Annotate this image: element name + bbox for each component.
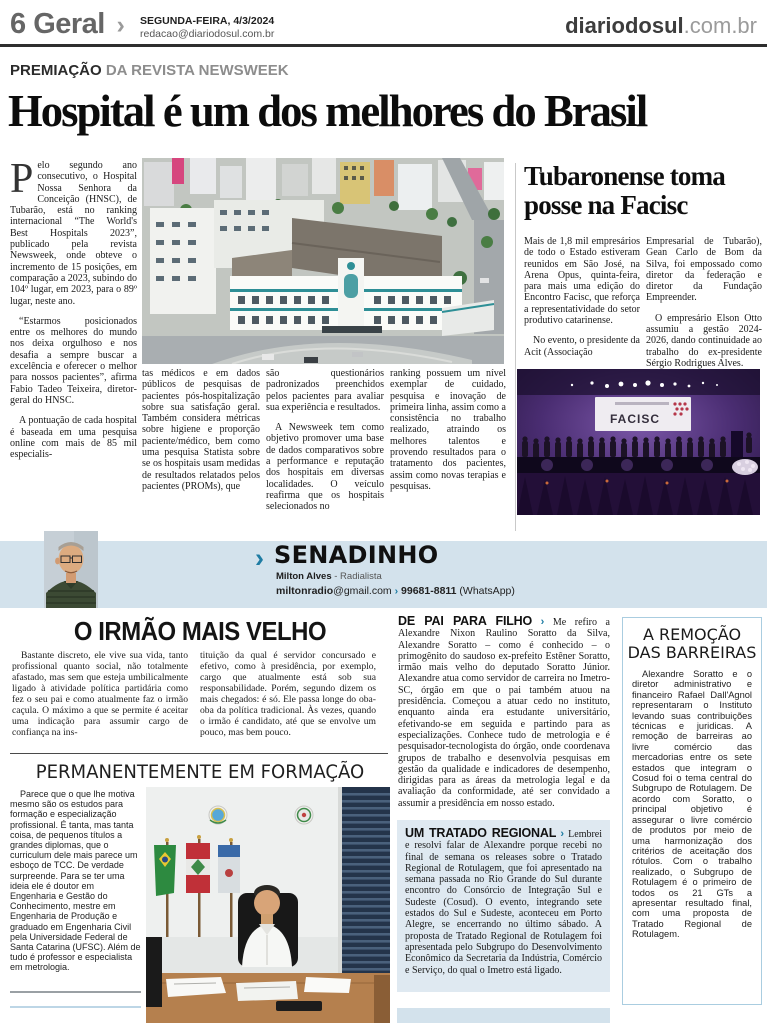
- main-col3-p1: são questionários padronizados preenchidos pelos pacientes para avaliar sua experiência e resultados.: [266, 368, 384, 413]
- facisc-screen-text: FACISC: [609, 412, 661, 426]
- main-article-col3: [266, 368, 384, 513]
- paifilho-chevron-icon: ›: [540, 616, 545, 628]
- header-chevron-icon: ›: [116, 11, 125, 39]
- main-col1-p2: “Estarmos posicionados entre os melhores do mundo nos deixa orgulhoso e nos desafia a sempre buscar a excelência e oferecer o melhor para nossos pacientes”, afirma Fabio Tadeo Teixeira, diretor-geral do HNSC.: [10, 315, 137, 406]
- redaction-email: redacao@diariodosul.com.br: [140, 28, 275, 40]
- masthead-site-suffix: .com.br: [683, 13, 757, 38]
- barreiras-title-line1: A REMOÇÃO: [642, 625, 742, 644]
- senadinho-chevron-icon: ›: [255, 543, 264, 573]
- formacao-section-title: PERMANENTEMENTE EM FORMAÇÃO: [35, 761, 365, 783]
- main-article-col2: [142, 368, 260, 492]
- paifilho-text: Me refiro a Alexandre Nixon Raulino Soratto da Silva, Alexandre Soratto – como é conhecido – o primogênito do saudoso ex-prefeito Estêner Soratto, irmão mais velho do deputado Soratto Júnior. Alexandre atua como servidor de carreira no Imetro-SC, órgão em que o pai também atuou na presidência. Começou a atuar cedo no instituto, enquanto ainda era estudante universitário, efetivando-se em seguida e partindo para as especializações. Conhece tudo de metrologia e é pesquisador-tecnologista do órgão, onde coordenava grupos de trabalho e desenvolvia pesquisas em gestão da qualidade e indicadores de desempenho, dirigidas para as áreas da metrologia legal e da avaliação da conformidade, até ser convidado a assumir a presidência em nosso estado.: [398, 617, 610, 809]
- main-col2-p1: tas médicos e em dados públicos de pesquisas de pacientes pós-hospitalização sobre sua satisfação geral. Também considera métricas sobre higiene e proporção paciente/médico, bem como uma pesquisa Statista sobre se os hospitais usam medidas de resultados relatados pelos pacientes (PROMs), que: [142, 368, 260, 492]
- header-meta: [140, 15, 274, 41]
- main-article-col1: [10, 156, 137, 461]
- tratado-box: [397, 820, 610, 992]
- kicker-rest: DA REVISTA NEWSWEEK: [101, 62, 289, 79]
- tratado-title: UM TRATADO REGIONAL: [405, 826, 557, 840]
- header-rule: [0, 44, 767, 47]
- page-number-section: [10, 8, 124, 41]
- wall-emblem-2: [295, 806, 313, 824]
- main-col4-p1: ranking possuem um nível exemplar de cuidado, pesquisa e inovação de primeira linha, assim como a consistência no trabalho realizado, atraindo os melhores talentos e provendo resultados para o tratamento dos pacientes, assim como novas terapias e pesquisas.: [390, 368, 506, 492]
- barreiras-text: Alexandre Soratto e o diretor administrativo e financeiro Rafael Dall'Agnol representaram o Instituto levando suas contribuições técnicas e juridicas. A remoção de barreiras ao livre comércio das mercadorias entre os sete estados que integram o Cosud foi o tema central do Subgrupo de Rotulagem. De acordo com Soratto, o principal objetivo é assegurar o livre comércio de produtos por meio de uma harmonização dos critérios de aceitação dos rótulos. Com o trabalho realizado, o Subgrupo de Rotulagem é o primeiro de todos os 21 GTs a apresentar resultado final, com uma proposta de Tratado Regional de Rotulagem.: [632, 669, 752, 940]
- side-col1-p2: No evento, o presidente da Acit (Associação: [524, 335, 640, 358]
- barreiras-box: [622, 617, 762, 1005]
- formacao-rule-gray: [10, 991, 141, 993]
- formacao-text-col: [10, 789, 141, 973]
- paifilho-title: DE PAI PARA FILHO: [398, 614, 533, 628]
- tratado-chevron-icon: ›: [560, 828, 564, 840]
- contact-phone: 99681-8811: [401, 585, 457, 597]
- main-col1-p3: A pontuação de cada hospital é baseada em uma pesquisa online com mais de 85 mil especialis-: [10, 415, 137, 461]
- irmao-col2-text: tituição da qual é servidor concursado e efetivo, como à presidência, por exemplo, cargo que atualmente está sob sua responsabilidade. Porém, segundo dizem os mais chegados: é só. Ele passa longe do oba-oba da política tradicional. Às vezes, quando o irmão é candidato, até que se envolve um pouco, mas bem pouco.: [200, 650, 376, 738]
- contact-phone-suffix: (WhatsApp): [456, 585, 515, 597]
- masthead-site: [565, 13, 757, 39]
- side-headline: Tubaronense toma posse na Facisc: [524, 161, 725, 220]
- senadinho-author: [276, 571, 382, 582]
- side-article-col2: [646, 236, 762, 369]
- drop-cap: P: [10, 156, 34, 202]
- senadinho-title: SENADINHO: [274, 541, 439, 569]
- side-col2-p1: Empresarial de Tubarão), Gean Carlo de Bom da Silva, foi empossado como diretor da federação e diretor da Fundação Empreender.: [646, 236, 762, 304]
- main-col1-p1: elo segundo ano consecutivo, o Hospital Nossa Senhora da Conceição (HNSC), de Tubarão, está no ranking internacional “The World's Best Hospitals 2023”, publicado pela revista Newsweek, onde obteve o incremento de 15 posições, em comparação a 2023, subindo do 104º lugar, em 2023, para o 89º lugar, neste ano.: [10, 160, 137, 307]
- milton-alves-photo: [44, 531, 98, 608]
- main-headline: Hospital é um dos melhores do Brasil: [8, 85, 647, 136]
- barreiras-title-line2: DAS BARREIRAS: [627, 642, 757, 662]
- side-col1-p1: Mais de 1,8 mil empresários de todo o Estado estiveram reunidos em São José, na Arena Opus, quinta-feira, para mais uma edição do Encontro Facisc, que reforça a representatividade do setor produtivo catarinense.: [524, 236, 640, 327]
- tratado-text: Lembrei e resolvi falar de Alexandre porque recebi no final de semana os releases sobre o Tratado Regional de Rotulagem, que foi apresentado na semana passada no Rio Grande do Sul durante encontro do Consórcio de Integração Sul e Sudeste (Cosud). O evento, integrando sete estados do Sul e Sudeste, aconteceu em Porto Alegre, se encerrando no último sábado. A proposta de Tratado Regional de Rotulagem foi apresentada pelo Subgrupo do Desenvolvimento Econômico da Secretaria da Indústria, Comércio e Serviço, do qual o Imetro está ligado.: [405, 829, 603, 976]
- masthead-site-bold: diariodosul: [565, 13, 684, 38]
- irmao-divider: [10, 753, 388, 754]
- author-name: Milton Alves: [276, 571, 332, 582]
- bottom-blue-strip: [397, 1008, 610, 1023]
- page-number: 6: [10, 8, 26, 40]
- main-article-col4: [390, 368, 506, 492]
- contact-email-rest: @gmail.com: [333, 585, 392, 597]
- irmao-col2: [200, 650, 376, 738]
- barreiras-title: [627, 626, 757, 661]
- side-col2-p2: O empresário Elson Otto assumiu a gestão 2024-2026, dando continuidade ao trabalho do ex-presidente Sérgio Rodrigues Alves.: [646, 312, 762, 369]
- formacao-text: Parece que o que lhe motiva mesmo são os estudos para formação e especialização profissional. É tanta, mas tanta coisa, de pequenos títulos a grandes diplomas, que o curriculum dele mais parece um esboço de TCC. De verdade surpreende. Para se ter uma ideia ele é doutor em Engenharia e Gestão do Conhecimento, mestre em Engenharia de Produção e graduado em Engenharia Civil pela Universidade Federal de Santa Catarina (UFSC). Além de tudo é professor e especialista em metrologia.: [10, 789, 141, 973]
- contact-email-bold: miltonradio: [276, 585, 334, 597]
- irmao-col1: [12, 650, 188, 738]
- side-article-col1: [524, 236, 640, 358]
- irmao-col1-text: Bastante discreto, ele vive sua vida, tanto profissional quanto social, não totalmente afastado, mas sem que esteja umbilicalmente ligado à atividade política partidária como fez o seu pai e como atualmente faz o irmão caçula. O máximo a que se permite é aceitar uma indicação para assumir cargo de confiança na ins-: [12, 650, 188, 738]
- main-col3-p2: A Newsweek tem como objetivo promover uma base de dados comparativos sobre a performance e reputação dos hospitais em diversas localidades. O veículo reafirma que os hospitais selecionados no: [266, 422, 384, 513]
- office-desk-photo: [146, 787, 390, 1023]
- formacao-rule-blue: [10, 1006, 141, 1008]
- column-divider: [515, 163, 516, 531]
- paifilho-section: [398, 616, 610, 809]
- wall-emblem-1: [209, 806, 227, 824]
- senadinho-contact: [276, 585, 515, 597]
- author-role: - Radialista: [331, 571, 382, 582]
- kicker-bold: PREMIAÇÃO: [10, 62, 102, 79]
- kicker: [10, 62, 289, 79]
- section-name: Geral: [33, 8, 105, 40]
- edition-date: SEGUNDA-FEIRA, 4/3/2024: [140, 15, 275, 27]
- irmao-section-title: O IRMÃO MAIS VELHO: [73, 616, 327, 646]
- hospital-aerial-photo: [142, 158, 504, 364]
- contact-chevron-icon: ›: [394, 585, 399, 597]
- facisc-event-photo: [517, 369, 760, 515]
